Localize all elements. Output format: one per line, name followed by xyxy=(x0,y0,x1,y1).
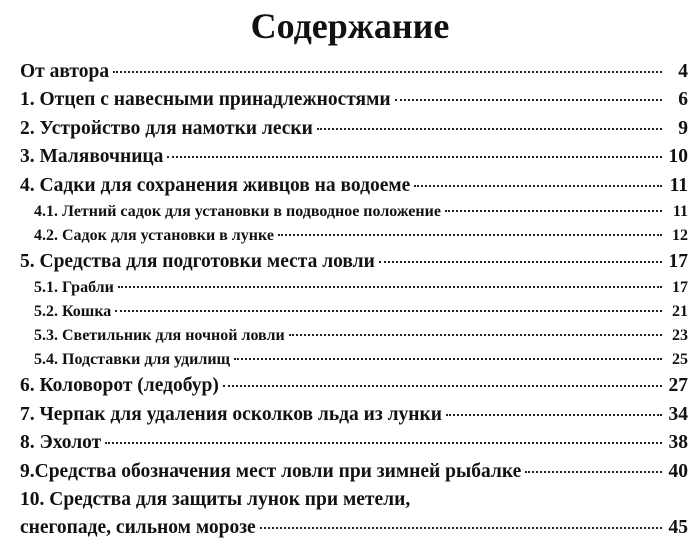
dot-leader xyxy=(317,128,662,130)
toc-entry-page: 27 xyxy=(668,375,688,397)
toc-entry xyxy=(20,86,688,114)
toc-subentry xyxy=(20,224,688,248)
toc-entry-page: 40 xyxy=(668,460,688,482)
toc-entry xyxy=(20,172,688,200)
dot-leader xyxy=(445,210,662,212)
toc-entry-label: 6. Коловорот (ледобур) xyxy=(20,375,219,397)
toc-entry-label: снегопаде, сильном морозе xyxy=(20,517,256,539)
toc-entry-label: 3. Малявочница xyxy=(20,146,164,168)
toc-subentry-label: 4.2. Садок для установки в лунке xyxy=(34,226,274,244)
page-title: Содержание xyxy=(250,6,450,46)
dot-leader xyxy=(414,185,662,187)
dot-leader xyxy=(115,310,662,312)
toc-entry-page: 34 xyxy=(668,403,688,425)
dot-leader xyxy=(118,286,662,288)
toc-subentry-page: 17 xyxy=(672,279,688,297)
toc-entry-label: 7. Черпак для удаления осколков льда из лунки xyxy=(20,403,442,425)
toc-entry-label: 4. Садки для сохранения живцов на водоеме xyxy=(20,174,411,196)
table-of-contents xyxy=(20,58,688,543)
toc-entry-label: 9.Средства обозначения мест ловли при зимней рыбалке xyxy=(20,460,522,482)
toc-entry-label: 2. Устройство для намотки лески xyxy=(20,117,313,139)
toc-subentry-label: 5.4. Подставки для удилищ xyxy=(34,351,231,369)
toc-entry-page: 11 xyxy=(669,174,688,196)
toc-entry xyxy=(20,401,688,429)
dot-leader xyxy=(278,234,662,236)
dot-leader xyxy=(223,385,662,387)
dot-leader xyxy=(113,71,662,73)
toc-entry xyxy=(20,372,688,400)
dot-leader xyxy=(260,527,662,529)
dot-leader xyxy=(289,334,662,336)
toc-subentry-page: 21 xyxy=(672,303,688,321)
toc-entry-page: 10 xyxy=(668,146,688,168)
dot-leader xyxy=(395,99,662,101)
toc-entry xyxy=(20,115,688,143)
dot-leader xyxy=(105,442,662,444)
dot-leader xyxy=(234,358,662,360)
toc-entry xyxy=(20,458,688,486)
toc-subentry-page: 23 xyxy=(672,327,688,345)
toc-entry-page: 4 xyxy=(678,61,688,82)
toc-entry xyxy=(20,514,688,542)
toc-entry xyxy=(20,248,688,276)
toc-subentry-page: 12 xyxy=(672,226,688,244)
toc-entry-first-line xyxy=(20,486,688,514)
dot-leader xyxy=(167,156,662,158)
toc-subentry xyxy=(20,348,688,372)
toc-entry xyxy=(20,429,688,457)
dot-leader xyxy=(446,414,662,416)
toc-entry-page: 6 xyxy=(678,89,688,111)
dot-leader xyxy=(379,261,662,263)
toc-entry-label: 10. Средства для защиты лунок при метели, xyxy=(20,488,411,510)
toc-entry-page: 9 xyxy=(678,117,688,139)
toc-subentry xyxy=(20,300,688,324)
toc-entry-label: 8. Эхолот xyxy=(20,432,102,454)
toc-entry-label: 5. Средства для подготовки места ловли xyxy=(20,250,375,272)
toc-subentry-label: 5.2. Кошка xyxy=(34,303,112,321)
toc-subentry-page: 25 xyxy=(672,351,688,369)
dot-leader xyxy=(525,471,662,473)
toc-subentry-label: 5.3. Светильник для ночной ловли xyxy=(34,327,285,345)
toc-entry-page: 17 xyxy=(668,250,688,272)
toc-subentry-page: 11 xyxy=(672,202,688,220)
toc-entry-label: От автора xyxy=(20,61,110,82)
toc-entry-page: 45 xyxy=(668,517,688,539)
toc-entry-page: 38 xyxy=(668,432,688,454)
toc-subentry-label: 4.1. Летний садок для установки в подводное положение xyxy=(34,202,441,220)
toc-entry xyxy=(20,143,688,171)
toc-subentry-label: 5.1. Грабли xyxy=(34,279,114,297)
toc-subentry xyxy=(20,276,688,300)
toc-subentry xyxy=(20,324,688,348)
toc-subentry xyxy=(20,200,688,224)
toc-entry-label: 1. Отцеп с навесными принадлежностями xyxy=(20,89,391,111)
toc-entry xyxy=(20,58,688,86)
